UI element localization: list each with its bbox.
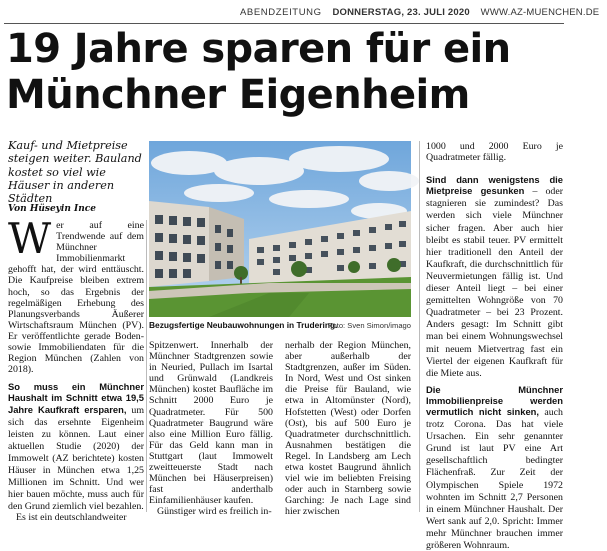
column-2 — [149, 340, 273, 518]
article-photo — [149, 141, 411, 317]
column-divider — [146, 220, 147, 512]
headline-line-2: Münchner Eigenheim — [6, 72, 470, 118]
column-divider — [419, 141, 420, 512]
intro-paragraph: er auf eine Trendwende auf dem Münchner Immobilienmarkt gehofft hat, der wird enttäuscht. Die Kaufpreise bleiben extrem hoch, so das Ergebnis der regelmäßigen Erhebung des Planungsverbands Äußerer Wirtschaftsraum München (PV). Er veröffentlichte gerade Boden- sowie Immobiliendaten für die Region München (Zahlen von 2018). — [8, 220, 144, 376]
subhead-kaufkraft: So muss ein Münchner Haushalt im Schnitt etwa 19,5 Jahre Kaufkraft ersparen, — [8, 381, 144, 415]
photo-caption: Bezugsfertige Neubauwohnungen in Trudering. — [149, 320, 338, 330]
headline — [6, 26, 566, 118]
housing-photo-illustration — [149, 141, 411, 317]
issue-date: DONNERSTAG, 23. JULI 2020 — [332, 7, 470, 18]
drop-cap: W — [8, 214, 52, 263]
paragraph-kaufkraft: um sich das ersehnte Eigenheim leisten zu können. Laut einer aktuellen Studie (2020) der Immowelt (AZ berichtete) kosten Häuser in München etwa 1,25 Millionen im Schnitt. Und wer hier bauen möchte, muss auch für den Grund ziemlich viel bezahlen. — [8, 404, 144, 513]
paragraph-mietpreise: – oder stagnieren sie zumindest? Das werden sich viele Münchner sicher fragen. Aber auch hier bleibt es stabil teuer. PV ermittelt hier traditionell den Anteil der Kaufkraft, die durchschnittlich für Neuvermietungen fällig ist. Und dieser Anteil liegt – bei einer gemittelten Wohngröße von 70 Quadratmeter – bei 23 Prozent. Anders gesagt: Im Schnitt gibt man bei einem Wohnungswechsel mit neuem Mietvertrag fast ein Viertel der eigenen Kaufkraft für die Miete aus. — [426, 186, 563, 379]
column-3 — [285, 340, 411, 518]
paragraph-deutschland-start: Es ist ein deutschlandweiter — [16, 512, 127, 524]
masthead-rule — [4, 23, 564, 24]
teaser: Kauf- und Mietpreise steigen weiter. Bauland kostet so viel wie Häuser in anderen Städten — [8, 139, 142, 206]
byline: Von Hüseyin Ince — [8, 204, 96, 214]
masthead — [240, 7, 600, 21]
paragraph-spitzenwert: Spitzenwert. Innerhalb der Münchner Stadtgrenzen sowie in Neuried, Pullach im Isartal und Grünwald (Landkreis München) kostet Baufläche im Schnitt 2000 Euro je Quadratmeter. Für 500 Quadratmeter Baugrund wäre also eine Million Euro fällig. Für das Geld kann man in Stuttgart (laut Immowelt zweitteuerste Stadt nach München bei Häuserpreisen) fast anderthalb Einfamilienhäuser kaufen. — [149, 340, 273, 507]
publication-name: ABENDZEITUNG — [240, 7, 322, 18]
photo-credit: Foto: Sven Simon/imago — [327, 321, 411, 330]
subhead-mietpreise: Sind dann wenigstens die Mietpreise gesunken — [426, 174, 563, 197]
headline-line-1: 19 Jahre sparen für ein — [6, 26, 511, 72]
paragraph-immobilienpreise: auch trotz Corona. Das hat viele Ursachen. Ein sehr genannter Grund ist laut PV eine Art gesellschaftlich bedingter Flächenfraß. Zur Zeit der Olympischen Spiele 1972 wohnten im Schnitt 2,7 Personen in einem Münchner Haushalt. Der Wert sank auf 2,0. Spricht: Immer mehr Münchner brauchen immer größeren Wohnraum. — [426, 406, 563, 551]
column-4 — [426, 141, 563, 551]
paragraph-quadratmeter: 1000 und 2000 Euro je Quadratmeter fällig. — [426, 141, 563, 164]
subhead-immobilienpreise: Die Münchner Immobilienpreise werden vermutlich nicht sinken, — [426, 383, 563, 417]
photo-caption-row — [149, 320, 411, 332]
paragraph-guenstiger: Günstiger wird es freilich in- — [157, 506, 272, 518]
column-1 — [8, 214, 144, 524]
website-url: WWW.AZ-MUENCHEN.DE — [480, 7, 600, 18]
paragraph-region: nerhalb der Region München, aber außerhalb der Stadtgrenzen, außer im Süden. In Nord, West und Ost sinken die Preise für Bauland, wie etwa in Altomünster (Nord), Hofstetten (West) oder Dorfen (Ost), bis auf 500 Euro je Quadratmeter durchschnittlich. Ausnahmen bestätigen die Regel. In Landsberg am Lech etwa kostet Baugrund ähnlich viel wie im beliebten Freising oder auch in Starnberg sowie Garching: Je nach Lage sind hier zwischen — [285, 340, 411, 518]
